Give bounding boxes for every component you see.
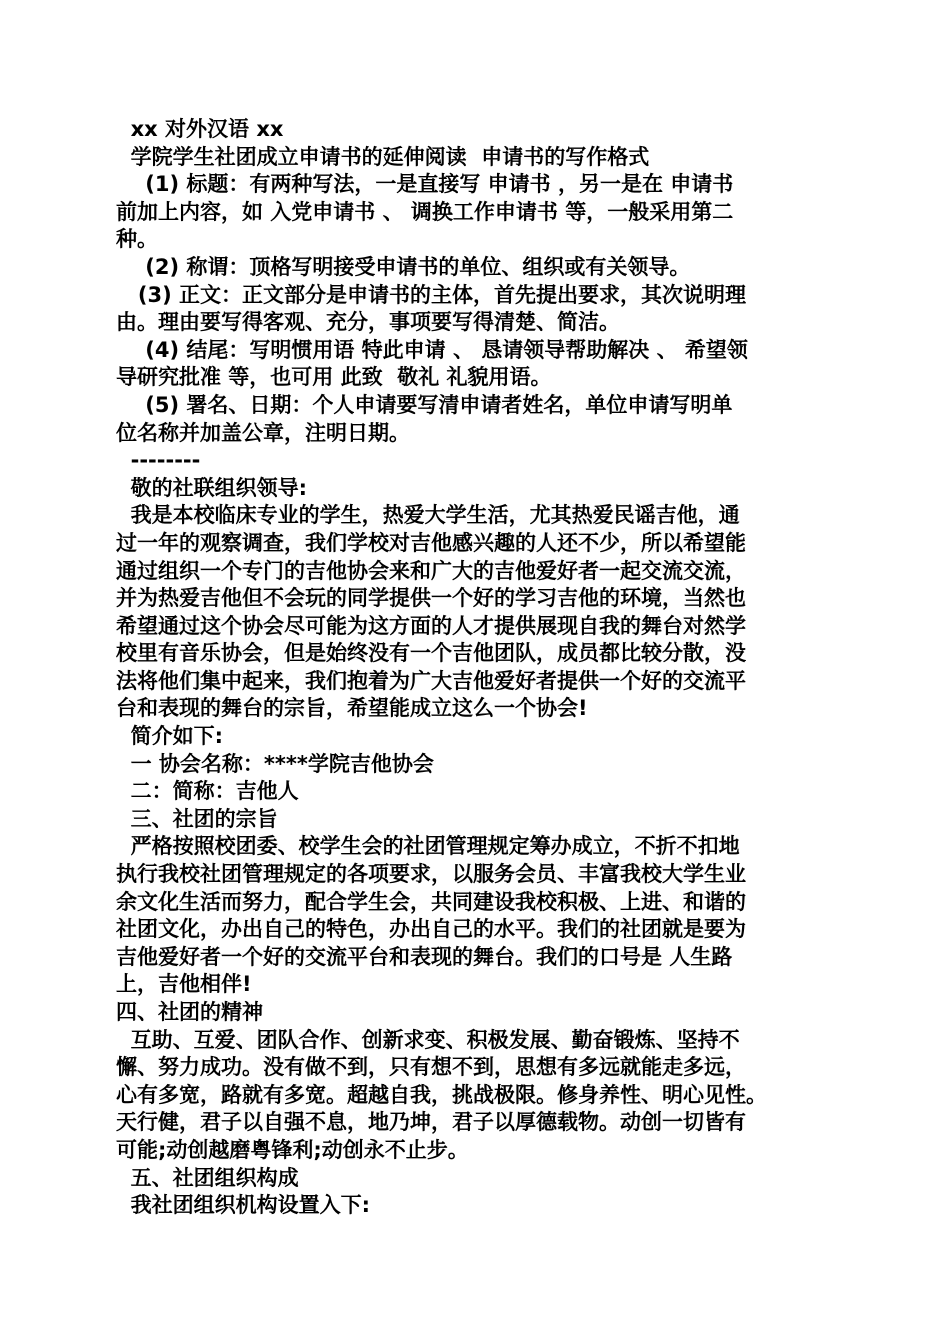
text-line: 并为热爱吉他但不会玩的同学提供一个好的学习吉他的环境，当然也 bbox=[116, 586, 746, 611]
text-line: 我是本校临床专业的学生，热爱大学生活，尤其热爱民谣吉他，通 bbox=[116, 503, 740, 528]
text-line: 三、社团的宗旨 bbox=[116, 806, 278, 831]
text-line: 吉他爱好者一个好的交流平台和表现的舞台。我们的口号是 人生路 bbox=[116, 944, 733, 969]
text-line: 前加上内容，如 入党申请书 、 调换工作申请书 等，一般采用第二 bbox=[116, 199, 734, 224]
text-line: 简介如下: bbox=[116, 724, 224, 749]
text-line: 敬的社联组织领导: bbox=[116, 475, 308, 500]
text-line: (1) 标题：有两种写法，一是直接写 申请书 ，另一是在 申请书 bbox=[116, 172, 734, 197]
text-line: 希望通过这个协会尽可能为这方面的人才提供展现自我的舞台对然学 bbox=[116, 613, 746, 638]
text-line: 执行我校社团管理规定的各项要求，以服务会员、丰富我校大学生业 bbox=[116, 862, 746, 887]
text-line: 可能;动创越磨粤锋利;动创永不止步。 bbox=[116, 1137, 469, 1162]
text-line: 余文化生活而努力，配合学生会，共同建设我校积极、上进、和谐的 bbox=[116, 889, 746, 914]
text-line: 过一年的观察调查，我们学校对吉他感兴趣的人还不少，所以希望能 bbox=[116, 530, 746, 555]
text-line: 通过组织一个专门的吉他协会来和广大的吉他爱好者一起交流交流， bbox=[116, 558, 746, 583]
text-line: 位名称并加盖公章，注明日期。 bbox=[116, 420, 410, 445]
text-line: 二：简称：吉他人 bbox=[116, 779, 299, 804]
text-line: 导研究批准 等，也可用 此致 敬礼 礼貌用语。 bbox=[116, 365, 552, 390]
text-line: (4) 结尾：写明惯用语 特此申请 、 恳请领导帮助解决 、 希望领 bbox=[116, 337, 748, 362]
text-line: 我社团组织机构设置入下: bbox=[116, 1193, 371, 1218]
text-line: (2) 称谓：顶格写明接受申请书的单位、组织或有关领导。 bbox=[116, 254, 691, 279]
text-line: 台和表现的舞台的宗旨，希望能成立这么一个协会! bbox=[116, 696, 588, 721]
text-line: 上，吉他相伴! bbox=[116, 972, 252, 997]
text-line: 学院学生社团成立申请书的延伸阅读 申请书的写作格式 bbox=[116, 144, 650, 169]
text-line: 严格按照校团委、校学生会的社团管理规定筹办成立，不折不扣地 bbox=[116, 834, 740, 859]
text-line: 社团文化，办出自己的特色，办出自己的水平。我们的社团就是要为 bbox=[116, 917, 746, 942]
text-line: 种。 bbox=[116, 227, 158, 252]
text-line: 一 协会名称：****学院吉他协会 bbox=[116, 751, 434, 776]
text-line: (5) 署名、日期：个人申请要写清申请者姓名，单位申请写明单 bbox=[116, 392, 733, 417]
text-line: 互助、互爱、团队合作、创新求变、积极发展、勤奋锻炼、坚持不 bbox=[116, 1027, 740, 1052]
text-line: 由。理由要写得客观、充分，事项要写得清楚、简洁。 bbox=[116, 310, 620, 335]
text-line: 天行健，君子以自强不息，地乃坤，君子以厚德载物。动创一切皆有 bbox=[116, 1110, 746, 1135]
text-line: 校里有音乐协会，但是始终没有一个吉他团队，成员都比较分散，没 bbox=[116, 641, 746, 666]
text-line: 五、社团组织构成 bbox=[116, 1165, 299, 1190]
text-line: -------- bbox=[116, 448, 201, 473]
document-body bbox=[116, 116, 836, 1220]
text-line: 法将他们集中起来，我们抱着为广大吉他爱好者提供一个好的交流平 bbox=[116, 668, 746, 693]
text-line: xx 对外汉语 xx bbox=[116, 117, 284, 141]
text-line: 心有多宽，路就有多宽。超越自我，挑战极限。修身养性、明心见性。 bbox=[116, 1082, 767, 1107]
text-line: 懈、努力成功。没有做不到，只有想不到，思想有多远就能走多远， bbox=[116, 1055, 746, 1080]
text-line: 四、社团的精神 bbox=[116, 1000, 263, 1024]
text-line: (3) 正文：正文部分是申请书的主体，首先提出要求，其次说明理 bbox=[116, 282, 747, 307]
